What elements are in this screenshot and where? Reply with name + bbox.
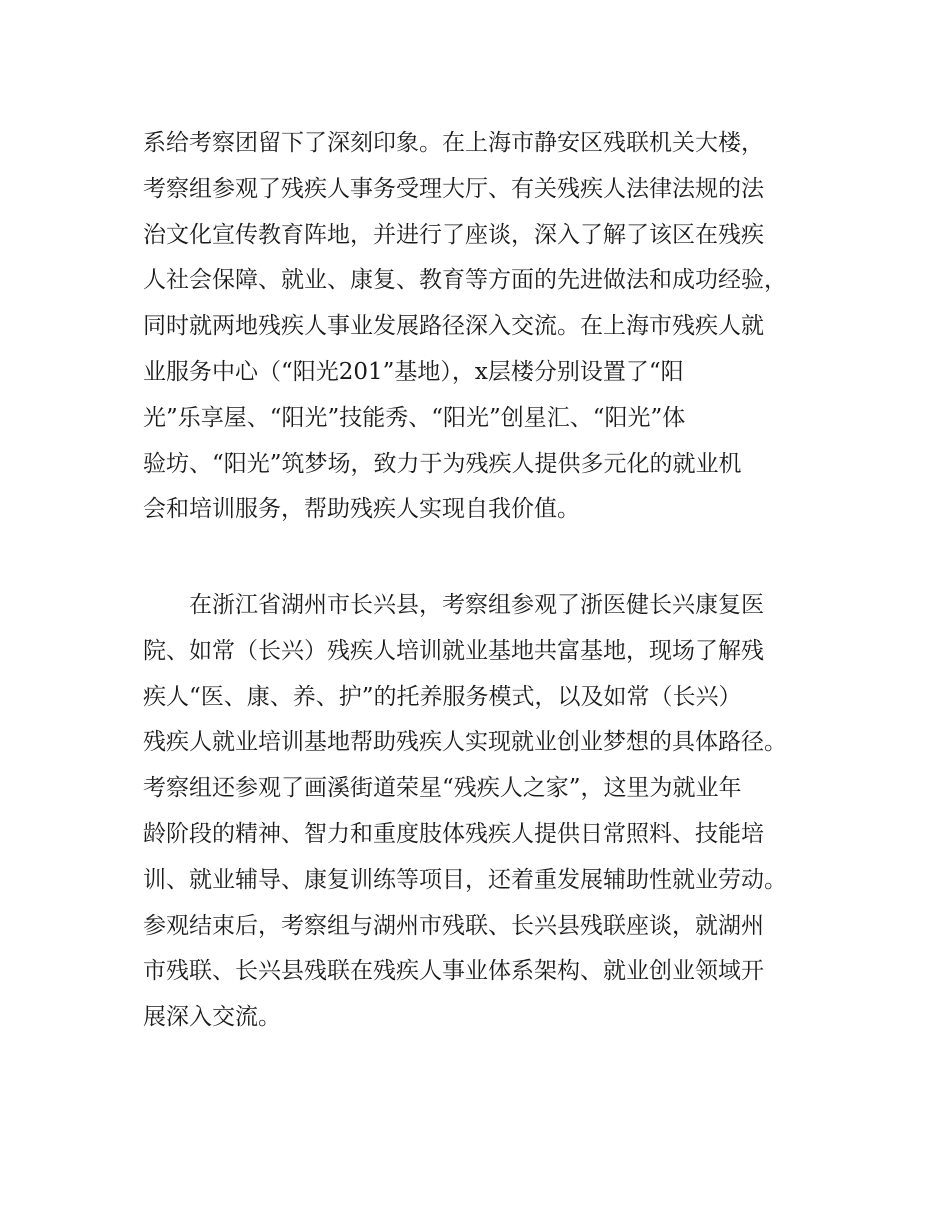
text-line: 治文化宣传教育阵地，并进行了座谈，深入了解了该区在残疾 xyxy=(143,221,764,248)
text-line-indented: 在浙江省湖州市长兴县，考察组参观了浙医健长兴康复医 xyxy=(189,592,764,618)
text-line: 残疾人就业培训基地帮助残疾人实现就业创业梦想的具体路径。 xyxy=(143,729,787,756)
text-line: 训、就业辅导、康复训练等项目，还着重发展辅助性就业劳动。 xyxy=(143,866,787,893)
text-line: 同时就两地残疾人事业发展路径深入交流。在上海市残疾人就 xyxy=(143,313,764,340)
text-line: 光”乐享屋、“阳光”技能秀、“阳光”创星汇、“阳光”体 xyxy=(143,404,686,431)
text-line: 疾人“医、康、养、护”的托养服务模式，以及如常（长兴） xyxy=(143,683,742,710)
text-line: 会和培训服务，帮助残疾人实现自我价值。 xyxy=(143,496,580,523)
text-line: 业服务中心（“阳光201”基地），x层楼分别设置了“阳 xyxy=(143,358,684,385)
text-line: 人社会保障、就业、康复、教育等方面的先进做法和成功经验， xyxy=(143,267,787,294)
text-line: 龄阶段的精神、智力和重度肢体残疾人提供日常照料、技能培 xyxy=(143,820,764,847)
paragraph xyxy=(143,121,823,533)
text-line: 系给考察团留下了深刻印象。在上海市静安区残联机关大楼， xyxy=(143,130,764,156)
text-line: 验坊、“阳光”筑梦场，致力于为残疾人提供多元化的就业机 xyxy=(143,450,742,477)
text-line: 参观结束后，考察组与湖州市残联、长兴县残联座谈，就湖州 xyxy=(143,912,764,939)
text-line: 市残联、长兴县残联在残疾人事业体系架构、就业创业领域开 xyxy=(143,958,764,985)
text-line: 院、如常（长兴）残疾人培训就业基地共富基地，现场了解残 xyxy=(143,637,764,664)
text-line: 展深入交流。 xyxy=(143,1004,281,1031)
text-line: 考察组参观了残疾人事务受理大厅、有关残疾人法律法规的法 xyxy=(143,175,764,202)
text-line: 考察组还参观了画溪街道荣星“残疾人之家”，这里为就业年 xyxy=(143,775,742,802)
paragraph xyxy=(143,583,823,1041)
